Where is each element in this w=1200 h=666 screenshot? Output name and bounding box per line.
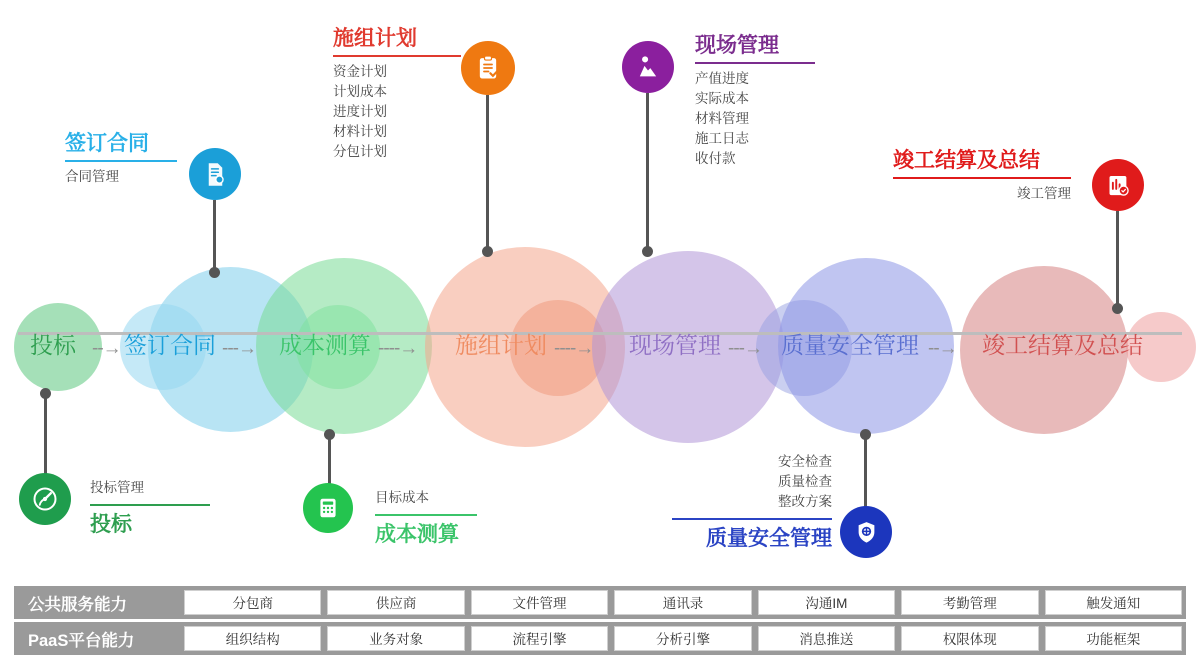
timeline-stage-plan[interactable]: 施组计划: [455, 332, 547, 358]
connector-dot-completion: [1112, 303, 1123, 314]
callout-completion-rule: [893, 177, 1071, 179]
callout-site-item-1: 实际成本: [695, 91, 749, 107]
callout-cost-item-0: 目标成本: [375, 490, 429, 505]
callout-bid-item-0: 投标管理: [90, 480, 144, 495]
callout-site-items: [695, 69, 815, 169]
callout-cost-items: [375, 488, 477, 508]
callout-site-item-0: 产值进度: [695, 71, 749, 87]
capability-cell[interactable]: 文件管理: [471, 590, 608, 615]
callout-quality-title: 质量安全管理: [706, 526, 832, 550]
capability-table: [14, 586, 1186, 658]
callout-plan-items: [333, 62, 461, 162]
callout-cost: [375, 488, 477, 547]
timeline-stage-contract[interactable]: 签订合同: [124, 332, 216, 358]
callout-quality-items: [672, 452, 832, 512]
timeline-arrow-4: ---→: [728, 338, 762, 359]
capability-row-paas-label: PaaS平台能力: [28, 631, 135, 650]
timeline-stage-bid[interactable]: 投标: [30, 332, 76, 358]
connector-dot-quality: [860, 429, 871, 440]
callout-quality-rule: [672, 518, 832, 520]
callout-site-item-3: 施工日志: [695, 131, 749, 147]
callout-completion-item-0: 竣工管理: [1017, 186, 1071, 202]
callout-completion-items: [893, 184, 1071, 204]
callout-quality-item-0: 安全检查: [778, 454, 832, 469]
connector-contract: [213, 200, 216, 272]
capability-cell[interactable]: 流程引擎: [471, 626, 608, 651]
callout-site: [695, 33, 815, 169]
timeline-stage-quality[interactable]: 质量安全管理: [781, 332, 919, 358]
callout-cost-rule: [375, 514, 477, 516]
callout-plan-item-2: 进度计划: [333, 104, 387, 120]
capability-cell[interactable]: 业务对象: [327, 626, 464, 651]
callout-contract-items: [65, 167, 177, 187]
callout-plan-item-1: 计划成本: [333, 84, 387, 100]
capability-cell[interactable]: 考勤管理: [901, 590, 1038, 615]
callout-plan-title: 施组计划: [333, 27, 417, 50]
callout-cost-title: 成本测算: [375, 522, 459, 546]
capability-cell[interactable]: 沟通IM: [758, 590, 895, 615]
callout-site-item-2: 材料管理: [695, 111, 749, 127]
callout-contract-item-0: 合同管理: [65, 169, 119, 185]
clipboard-icon[interactable]: [461, 41, 515, 95]
callout-completion: [893, 148, 1071, 204]
timeline-arrow-3: ----→: [554, 338, 594, 359]
callout-bid: [90, 478, 210, 537]
capability-cell[interactable]: 分包商: [184, 590, 321, 615]
callout-bid-items: [90, 478, 210, 498]
callout-quality-item-2: 整改方案: [778, 493, 832, 509]
capability-cell[interactable]: 功能框架: [1045, 626, 1182, 651]
worker-icon[interactable]: [622, 41, 674, 93]
connector-dot-contract: [209, 267, 220, 278]
capability-cell[interactable]: 供应商: [327, 590, 464, 615]
connector-quality: [864, 434, 867, 512]
callout-plan-item-4: 分包计划: [333, 144, 387, 160]
capability-row-public: [14, 586, 1186, 619]
connector-dot-bid: [40, 388, 51, 399]
callout-bid-title: 投标: [90, 512, 132, 536]
contract-document-icon[interactable]: [189, 148, 241, 200]
callout-contract: [65, 131, 177, 187]
connector-plan: [486, 95, 489, 253]
report-icon[interactable]: [1092, 159, 1144, 211]
callout-bid-rule: [90, 504, 210, 506]
timeline-arrow-0: --→: [92, 338, 121, 359]
capability-cell[interactable]: 消息推送: [758, 626, 895, 651]
bid-icon[interactable]: [19, 473, 71, 525]
callout-site-title: 现场管理: [695, 34, 779, 57]
connector-site: [646, 93, 649, 253]
capability-row-public-label: 公共服务能力: [28, 595, 127, 614]
timeline-arrow-2: ----→: [378, 338, 418, 359]
timeline-stage-cost[interactable]: 成本测算: [279, 332, 371, 358]
callout-quality: [672, 452, 832, 551]
connector-completion: [1116, 211, 1119, 309]
capability-cell[interactable]: 权限体现: [901, 626, 1038, 651]
callout-plan-item-3: 材料计划: [333, 124, 387, 140]
capability-cell[interactable]: 组织结构: [184, 626, 321, 651]
connector-dot-plan: [482, 246, 493, 257]
timeline-stage-site[interactable]: 现场管理: [629, 332, 721, 358]
capability-cell[interactable]: 触发通知: [1045, 590, 1182, 615]
callout-contract-title: 签订合同: [65, 132, 149, 155]
capability-row-public-cells: [184, 590, 1186, 615]
connector-dot-cost: [324, 429, 335, 440]
callout-contract-rule: [65, 160, 177, 162]
capability-row-paas-cells: [184, 626, 1186, 651]
callout-plan: [333, 26, 461, 162]
calculator-icon[interactable]: [303, 483, 353, 533]
timeline-arrow-1: ---→: [222, 338, 256, 359]
connector-dot-site: [642, 246, 653, 257]
capability-cell[interactable]: 分析引擎: [614, 626, 751, 651]
callout-site-rule: [695, 62, 815, 64]
capability-row-paas: [14, 622, 1186, 655]
shield-check-icon[interactable]: [840, 506, 892, 558]
callout-plan-rule: [333, 55, 461, 57]
callout-completion-title: 竣工结算及总结: [893, 149, 1040, 172]
callout-plan-item-0: 资金计划: [333, 64, 387, 80]
timeline-arrow-5: --→: [928, 338, 957, 359]
timeline-stage-completion[interactable]: 竣工结算及总结: [982, 332, 1143, 358]
capability-cell[interactable]: 通讯录: [614, 590, 751, 615]
callout-quality-item-1: 质量检查: [778, 473, 832, 489]
callout-site-item-4: 收付款: [695, 151, 736, 167]
